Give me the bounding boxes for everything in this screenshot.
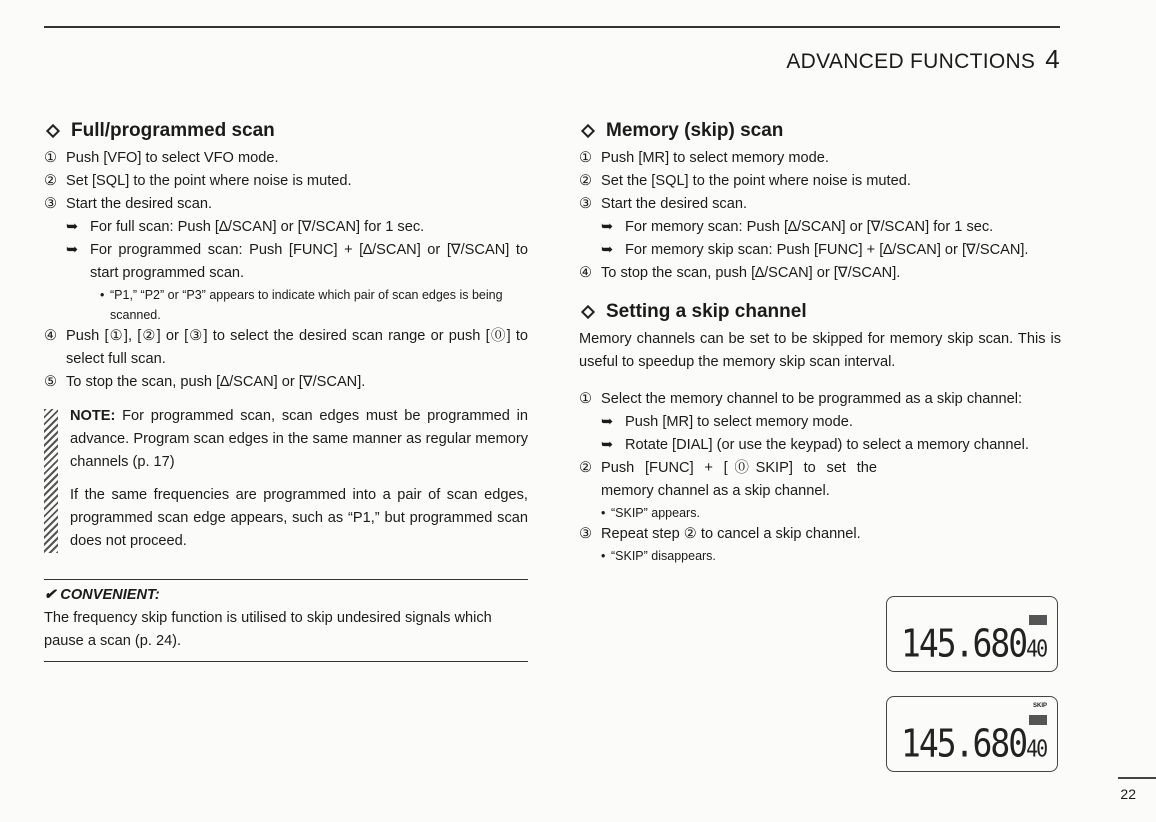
- small-note: • “P1,” “P2” or “P3” appears to indicate which pair of scan edges is being scanned.: [100, 288, 503, 322]
- sub-step: ➥ For programmed scan: Push [FUNC] + [∆/SCAN] or [∇/SCAN] to start programmed scan.: [44, 239, 528, 285]
- section-title: ADVANCED FUNCTIONS: [786, 50, 1036, 73]
- arrow-icon: ➥: [601, 219, 614, 235]
- lcd-display-normal: [886, 596, 1058, 672]
- note-label: NOTE:: [70, 408, 116, 424]
- step: ④ To stop the scan, push [∆/SCAN] or [∇/SCAN].: [579, 265, 901, 281]
- diamond-icon: [581, 124, 595, 138]
- diamond-icon: [46, 124, 60, 138]
- note-box: NOTE: For programmed scan, scan edges must be programmed in advance. Program scan edges in the same manner as regular memory channels (p. 17) If the same frequencies are programmed into a pair of scan edges, programmed scan edge appears, such as “P1,” but programmed scan does not proceed.: [44, 405, 528, 553]
- diamond-icon: [581, 305, 595, 319]
- heading-memory-scan: Memory (skip) scan: [579, 118, 1061, 144]
- convenient-title: ✔ CONVENIENT:: [44, 587, 160, 603]
- step: ③ Start the desired scan.: [579, 196, 748, 212]
- heading-skip-channel: Setting a skip channel: [579, 299, 1061, 325]
- arrow-icon: ➥: [66, 242, 79, 258]
- heading-full-scan: Full/programmed scan: [44, 118, 528, 144]
- step: ① Push [MR] to select memory mode.: [579, 150, 829, 166]
- hatch-bar: [44, 409, 58, 553]
- chapter-number: 4: [1045, 44, 1060, 74]
- step: ③ Start the desired scan.: [44, 196, 213, 212]
- page-rule: [1118, 777, 1156, 779]
- convenient-box: [44, 579, 528, 662]
- lcd-frequency: 145.68040: [901, 721, 1047, 766]
- arrow-icon: ➥: [66, 219, 79, 235]
- top-rule: [44, 26, 1060, 28]
- sub-step: ➥ Push [MR] to select memory mode.: [579, 411, 1061, 434]
- skip-indicator: SKIP: [1032, 703, 1047, 709]
- step: ① Push [VFO] to select VFO mode.: [44, 150, 279, 166]
- page-header: [786, 44, 1060, 75]
- step: ④ Push [①], [②] or [③] to select the desired scan range or push [⓪] to select full scan.: [44, 328, 528, 367]
- lcd-display-skip: [886, 696, 1058, 772]
- arrow-icon: ➥: [601, 437, 614, 453]
- sub-step: ➥ For memory scan: Push [∆/SCAN] or [∇/SCAN] for 1 sec.: [579, 216, 1061, 239]
- sub-step: ➥ Rotate [DIAL] (or use the keypad) to select a memory channel.: [579, 434, 1061, 457]
- step: ③ Repeat step ② to cancel a skip channel.: [579, 526, 861, 542]
- sub-step: ➥ For full scan: Push [∆/SCAN] or [∇/SCAN] for 1 sec.: [44, 216, 528, 239]
- right-column: [579, 118, 1061, 566]
- small-note: • “SKIP” appears.: [601, 506, 700, 520]
- step: ① Select the memory channel to be programmed as a skip channel:: [579, 391, 1023, 407]
- intro-text: Memory channels can be set to be skipped for memory skip scan. This is useful to speedup the memory skip scan interval.: [579, 331, 1061, 370]
- step: ② Set [SQL] to the point where noise is muted.: [44, 173, 352, 189]
- step: ⑤ To stop the scan, push [∆/SCAN] or [∇/SCAN].: [44, 374, 366, 390]
- small-note: • “SKIP” disappears.: [601, 549, 716, 563]
- step: ② Set the [SQL] to the point where noise is muted.: [579, 173, 911, 189]
- skip-steps: [579, 457, 877, 566]
- left-column: [44, 118, 528, 662]
- arrow-icon: ➥: [601, 414, 614, 430]
- step: ② Push [FUNC] + [⓪SKIP] to set the memory channel as a skip channel.: [579, 460, 877, 499]
- convenient-text: The frequency skip function is utilised to skip undesired signals which pause a scan (p. 24).: [44, 610, 492, 649]
- page-number: 22: [1120, 786, 1136, 802]
- sub-step: ➥ For memory skip scan: Push [FUNC] + [∆/SCAN] or [∇/SCAN].: [579, 239, 1061, 262]
- lcd-frequency: 145.68040: [901, 621, 1047, 666]
- arrow-icon: ➥: [601, 242, 614, 258]
